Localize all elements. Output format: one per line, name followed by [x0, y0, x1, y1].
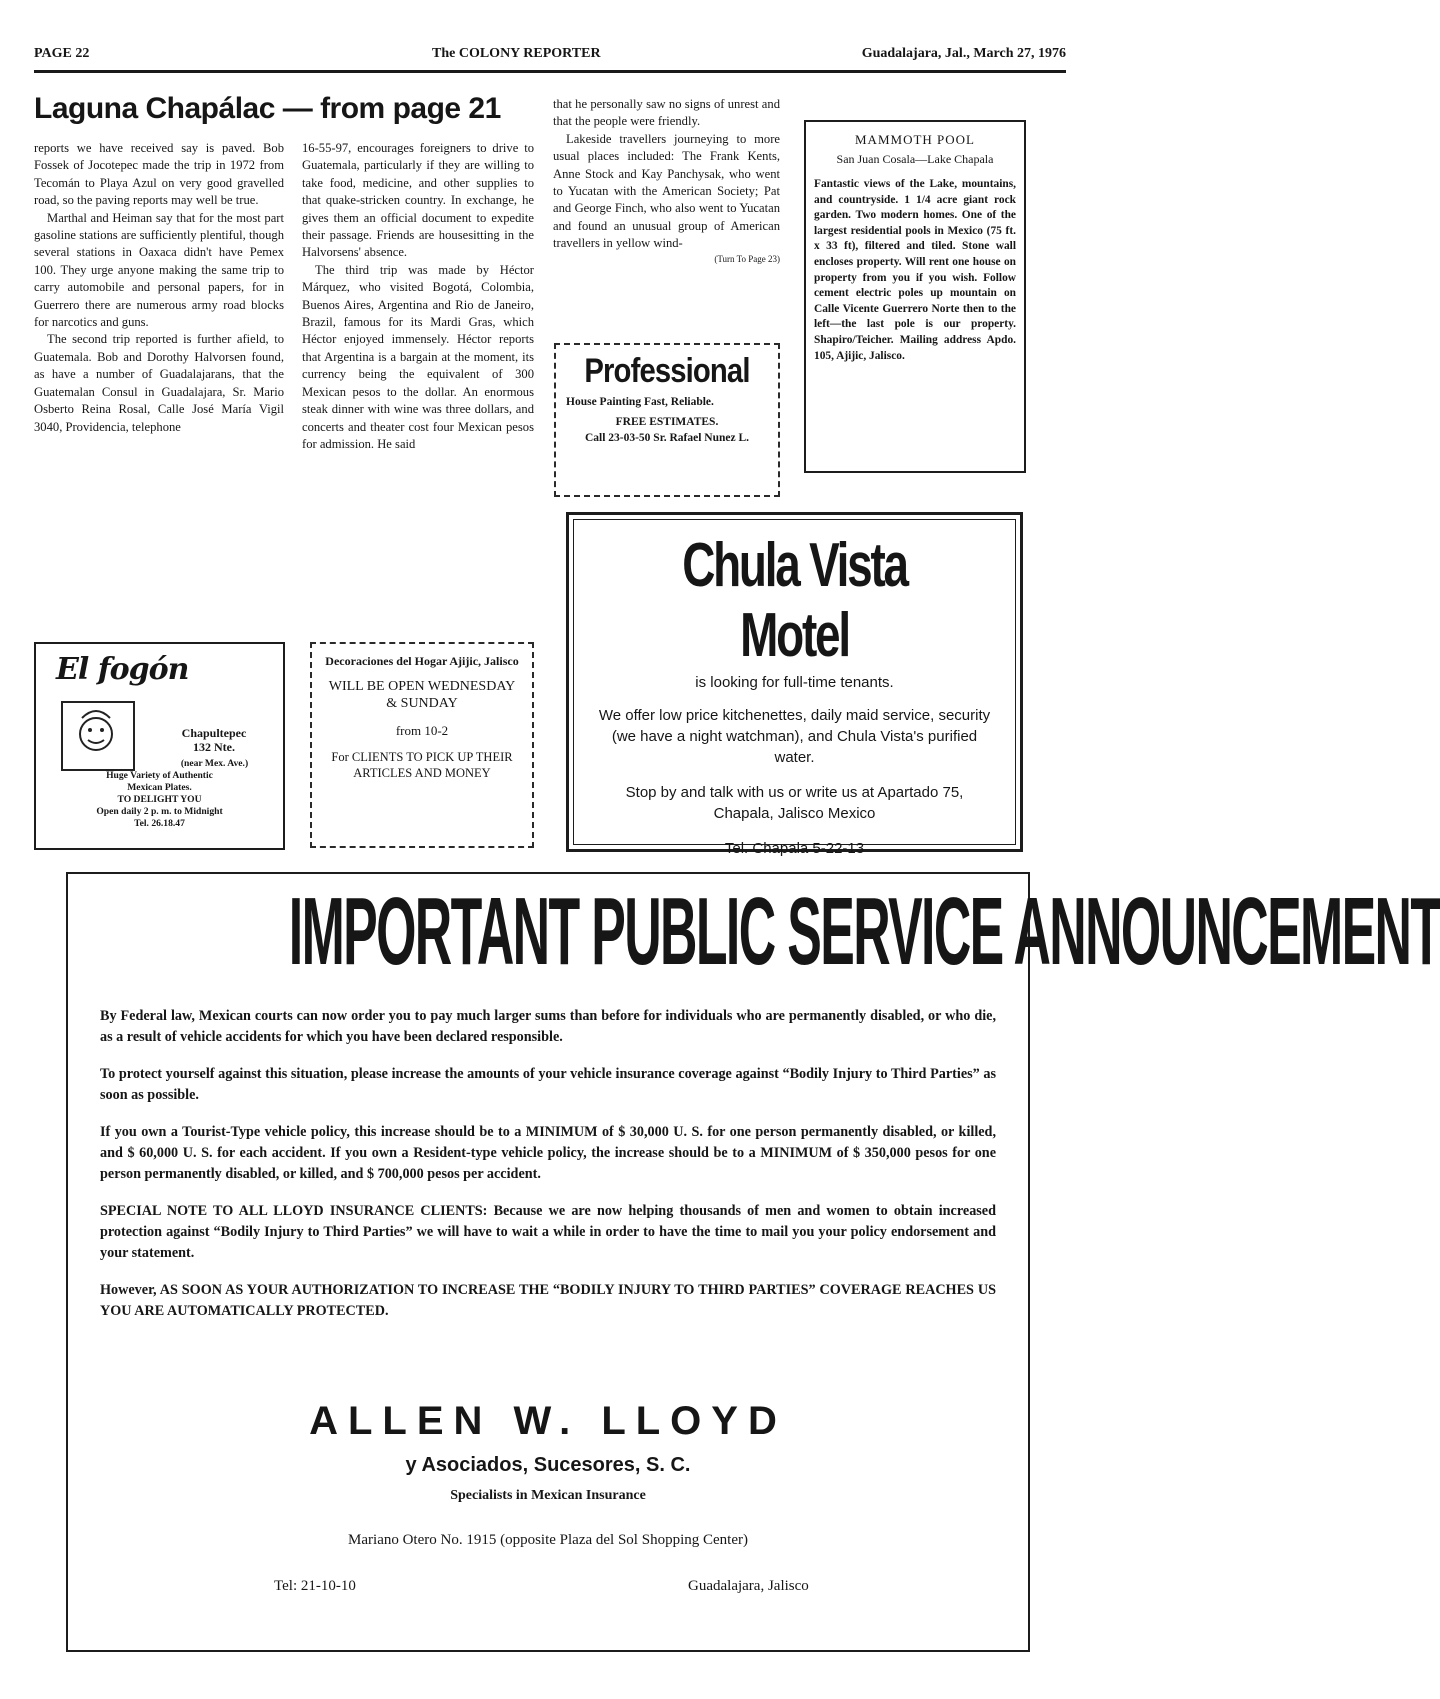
- ad-line: is looking for full-time tenants.: [695, 674, 894, 691]
- paragraph: that he personally saw no signs of unrest and that the people were friendly.: [553, 97, 780, 129]
- ad-line: Stop by and talk with us or write us at Apartado 75, Chapala, Jalisco Mexico: [625, 784, 964, 822]
- ad-line: (near Mex. Ave.): [180, 758, 249, 769]
- dateline: Guadalajara, Jal., March 27, 1976: [861, 46, 1066, 61]
- ad-professional: [554, 343, 780, 497]
- fogon-logo: El fogón: [56, 652, 189, 687]
- paragraph: To protect yourself against this situation, please increase the amounts of your vehicle insurance coverage against “Bodily Injury to Third Parties” as soon as possible.: [100, 1066, 996, 1103]
- article-column-2: [302, 140, 534, 453]
- masthead-rule: [34, 70, 1066, 73]
- company-phone: Tel: 21-10-10: [274, 1578, 356, 1594]
- company-specialty: Specialists in Mexican Insurance: [450, 1488, 646, 1503]
- ad-line: We offer low price kitchenettes, daily maid service, security (we have a night watchman), and Chula Vista's purified water.: [598, 707, 991, 766]
- company-subtitle: y Asociados, Sucesores, S. C.: [405, 1454, 691, 1476]
- ad-announcement: [66, 872, 1440, 1652]
- paragraph: If you own a Tourist-Type vehicle policy, this increase should be to a MINIMUM of $ 30,000 U. S. for one person permanently disabled, or killed, and $ 60,000 U. S. for each accident. If you own a Resident-type vehicle policy, the increase should be to a MINIMUM of $ 350,000 pesos for one person permanently disabled, or killed, and $ 700,000 pesos per accident.: [100, 1124, 996, 1182]
- paragraph: The third trip was made by Héctor Márquez, who visited Bogotá, Colombia, Buenos Aires, Argentina and Rio de Janeiro, Brazil, famous for its Mardi Gras, which Héctor enjoyed immensely. Héctor reports that Argentina is a bargain at the moment, its currency being the equivalent of 300 Mexican pesos to the dollar. An enormous steak dinner with wine was three dollars, and concerts and theater cost four Mexican pesos for admission. He said: [302, 262, 534, 451]
- ad-line: House Painting Fast, Reliable.: [566, 396, 714, 408]
- ad-line: Tel. Chapala 5-22-13: [724, 840, 865, 857]
- ad-title: Decoraciones del Hogar Ajijic, Jalisco: [325, 654, 519, 668]
- ad-line: For CLIENTS TO PICK UP THEIR ARTICLES AND MONEY: [331, 750, 513, 780]
- ad-mammoth-pool: [804, 120, 1026, 473]
- paragraph: SPECIAL NOTE TO ALL LLOYD INSURANCE CLIENTS: Because we are now helping thousands of men and women to obtain increased protection against “Bodily Injury to Third Parties” we will have to wait a while in order to have the time to mail you your policy endorsement and your statement.: [100, 1203, 996, 1261]
- ad-line: TO DELIGHT YOU: [117, 794, 202, 805]
- ad-body: Fantastic views of the Lake, mountains, and countryside. 1 1/4 acre giant rock garden. Two modern homes. One of the largest residential pools in Mexico (75 ft. x 33 ft), filtered and tiled. Stone wall encloses property. Will rent one house on property from you if you wish. Follow cement electric poles up mountain on Calle Vicente Guerrero Norte then to the left—the last pole is our property. Shapiro/Teicher. Mailing address Apdo. 105, Ajijic, Jalisco.: [814, 178, 1016, 362]
- ad-decoraciones: [310, 642, 534, 848]
- article-headline: Laguna Chapálac — from page 21: [34, 92, 501, 125]
- ad-title: Chula Vista Motel: [682, 531, 907, 670]
- paragraph: By Federal law, Mexican courts can now order you to pay much larger sums than before for individuals who are permanently disabled, or who die, as a result of vehicle accidents for which you have been declared responsible.: [100, 1008, 996, 1045]
- paragraph: The second trip reported is further afield, to Guatemala. Bob and Dorothy Halvorsen found, as have a number of Guadalajarans, that the Guatemalan Consul in Guadalajara, Sr. Mario Osberto Reina Rosal, Calle José María Vigil 3040, Providencia, telephone: [34, 332, 284, 434]
- ad-line: Mexican Plates.: [127, 782, 192, 793]
- page-number: PAGE 22: [34, 46, 90, 61]
- paragraph: 16-55-97, encourages foreigners to drive to Guatemala, particularly if they are willing to take food, medicine, and other supplies to that quake-stricken country. In exchange, he gives them an official document to expedite their passage. Friends are housesitting in the Halvorsens' absence.: [302, 141, 534, 260]
- paragraph: Lakeside travellers journeying to more usual places included: The Frank Kents, Anne Stock and Kay Panchysak, who went to Yucatan with the American Society; Pat and George Finch, who also went to Yucatan and found an unusual group of American travellers in yellow wind-: [553, 131, 780, 251]
- ad-subtitle: San Juan Cosala—Lake Chapala: [836, 152, 994, 166]
- ad-line: Huge Variety of Authentic: [106, 770, 213, 781]
- paragraph: Marthal and Heiman say that for the most part gasoline stations are sufficiently plentiful, though several stations in Oaxaca didn't have Pemex 100. They urge anyone making the same trip to carry automobile and personal papers, for in Guerrero there are numerous army road blocks for narcotics and guns.: [34, 210, 284, 330]
- ad-line: WILL BE OPEN WEDNESDAY & SUNDAY: [328, 679, 516, 711]
- ad-title: Professional: [584, 352, 750, 390]
- ad-title: MAMMOTH POOL: [855, 132, 975, 147]
- ad-line: FREE ESTIMATES.: [615, 416, 719, 428]
- ad-line: from 10-2: [395, 723, 449, 738]
- company-name: ALLEN W. LLOYD: [309, 1399, 787, 1443]
- announcement-title: IMPORTANT PUBLIC SERVICE ANNOUNCEMENT: [288, 878, 1440, 985]
- continued-note: (Turn To Page 23): [714, 253, 780, 264]
- article-column-1: [34, 140, 284, 436]
- newspaper-name: The COLONY REPORTER: [432, 46, 601, 61]
- article-column-3: [553, 96, 780, 266]
- ad-line: Call 23-03-50 Sr. Rafael Nunez L.: [584, 432, 750, 444]
- company-city: Guadalajara, Jalisco: [688, 1578, 809, 1594]
- ad-line: Open daily 2 p. m. to Midnight: [96, 806, 223, 817]
- ad-el-fogon: [34, 642, 285, 850]
- ad-line: Tel. 26.18.47: [134, 818, 185, 829]
- ad-chula-vista-motel: [566, 512, 1023, 857]
- ad-line: 132 Nte.: [193, 740, 235, 754]
- company-address: Mariano Otero No. 1915 (opposite Plaza del Sol Shopping Center): [348, 1532, 748, 1548]
- ad-line: Chapultepec: [181, 726, 247, 740]
- paragraph: reports we have received say is paved. Bob Fossek of Jocotepec made the trip in 1972 from Tecomán to Playa Azul on very good gravelled road, so the paving reports may well be true.: [34, 141, 284, 208]
- paragraph: However, AS SOON AS YOUR AUTHORIZATION TO INCREASE THE “BODILY INJURY TO THIRD PARTIES” COVERAGE REACHES US YOU ARE AUTOMATICALLY PROTECTED.: [100, 1282, 996, 1319]
